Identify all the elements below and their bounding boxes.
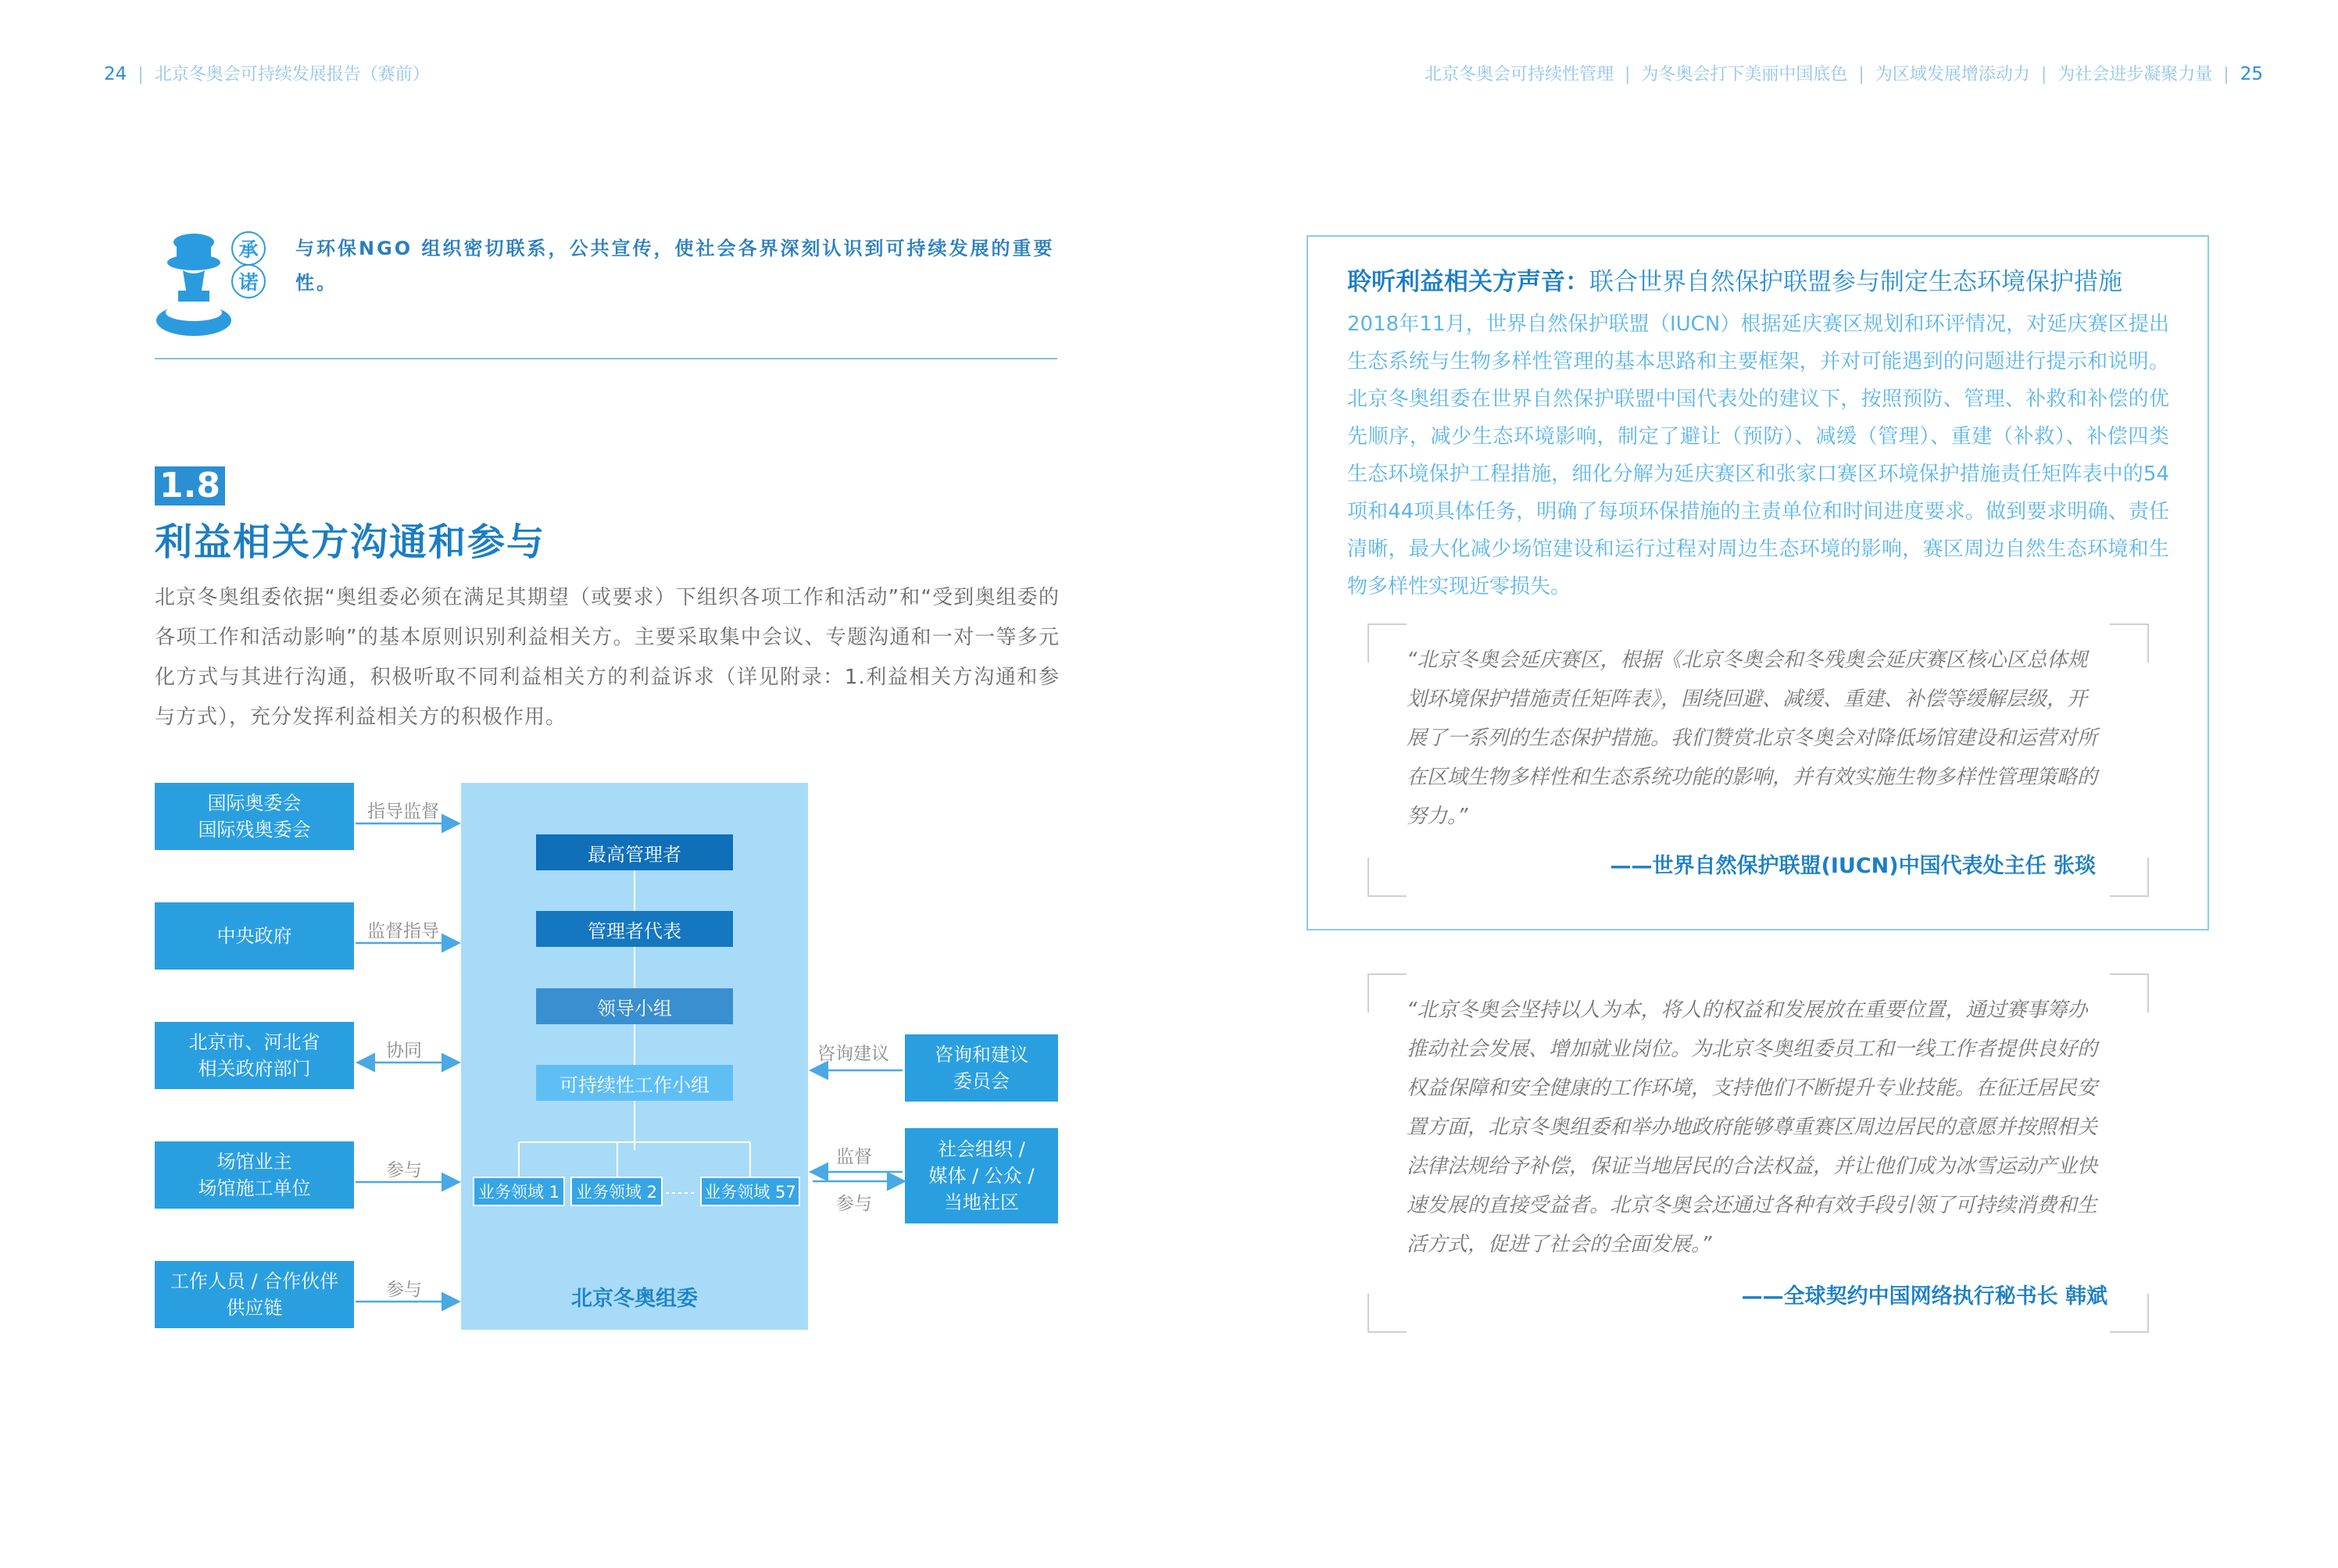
box-line: 相关政府部门 <box>198 1058 311 1080</box>
quote-bracket <box>2110 623 2149 663</box>
box-line: 委员会 <box>953 1070 1010 1092</box>
box-line: 媒体 / 公众 / <box>928 1165 1035 1187</box>
promise-text: 与环保NGO 组织密切联系，公共宣传，使社会各界深刻认识到可持续发展的重要性。 <box>295 238 1055 294</box>
nav-link-management[interactable]: 北京冬奥会可持续性管理 <box>1424 65 1614 84</box>
promise-badge-top: 承 <box>231 231 266 266</box>
quote-bracket <box>2110 973 2149 1013</box>
arrow-label-supervise: 监督 <box>836 1147 872 1167</box>
header-divider: | <box>138 65 144 84</box>
panel-title-rest: 联合世界自然保护联盟参与制定生态环境保护措施 <box>1589 268 2122 296</box>
quote-bracket <box>2110 1294 2149 1333</box>
report-title: 北京冬奥会可持续发展报告（赛前） <box>154 65 430 84</box>
box-line: 咨询和建议 <box>935 1044 1028 1066</box>
box-top-manager: 最高管理者 <box>536 834 733 870</box>
panel-body: 2018年11月，世界自然保护联盟（IUCN）根据延庆赛区规划和环评情况，对延庆赛区提出生态系统与生物多样性管理的基本思路和主要框架，并对可能遇到的问题进行提示和说明。北京冬奥组委在世界自然保护联盟中国代表处的建议下，按照预防、管理、补救和补偿的优先顺序，减少生态环境影响，制定了避让（预防）、减缓（管理）、重建（补救）、补偿四类生态环境保护工程措施，细化分解为延庆赛区和张家口赛区环境保护措施责任矩阵表中的54项和44项具体任务，明确了每项环保措施的主责单位和时间进度要求。做到要求明确、责任清晰，最大化减少场馆建设和运行过程对周边生态环境的影响，赛区周边自然生态环境和生物多样性实现近零损失。 <box>1347 313 2169 598</box>
header-divider: | <box>1858 65 1864 84</box>
arrow-label-coordinate: 协同 <box>386 1041 422 1061</box>
arrow-label-participate: 参与 <box>386 1160 422 1180</box>
nav-link-environment[interactable]: 为冬奥会打下美丽中国底色 <box>1641 65 1848 84</box>
header-divider: | <box>2040 65 2047 84</box>
quote-bracket <box>2110 858 2149 897</box>
box-line: 工作人员 / 合作伙伴 <box>170 1270 339 1292</box>
nav-link-region[interactable]: 为区域发展增添动力 <box>1875 65 2030 84</box>
box-line: 国际奥委会 <box>207 792 302 814</box>
box-line: 国际残奥委会 <box>198 819 311 841</box>
section-body: 北京冬奥组委依据“奥组委必须在满足其期望（或要求）下组织各项工作和活动”和“受到奥组委的各项工作和活动影响”的基本原则识别利益相关方。主要采取集中会议、专题沟通和一对一等多元化方式与其进行沟通，积极听取不同利益相关方的利益诉求（详见附录：1.利益相关方沟通和参与方式），充分发挥利益相关方的积极作用。 <box>155 586 1060 729</box>
box-line: 社会组织 / <box>938 1138 1025 1160</box>
quote-iucn-source: ——世界自然保护联盟(IUCN)中国代表处主任 张琰 <box>1610 854 2096 878</box>
box-leading-group: 领导小组 <box>536 988 733 1024</box>
panel-title-bold: 聆听利益相关方声音： <box>1347 268 1589 296</box>
arrow-label-participate: 参与 <box>386 1280 422 1300</box>
box-line: 北京市、河北省 <box>188 1031 320 1053</box>
box-business-area-1: 业务领域 1 <box>473 1177 565 1206</box>
box-sustainability-group: 可持续性工作小组 <box>536 1065 733 1101</box>
box-business-area-2: 业务领域 2 <box>570 1177 663 1206</box>
box-line: 供应链 <box>226 1297 283 1319</box>
arrow-label-supervise-guide: 监督指导 <box>367 921 439 941</box>
page-number-left: 24 <box>104 64 127 84</box>
header-divider: | <box>2223 65 2229 84</box>
quote-bracket <box>1367 973 1407 1013</box>
box-line: 中央政府 <box>216 925 292 947</box>
box-line: 当地社区 <box>944 1191 1019 1213</box>
section-title: 利益相关方沟通和参与 <box>155 520 546 564</box>
nav-link-society[interactable]: 为社会进步凝聚力量 <box>2057 65 2213 84</box>
quote-iucn: “北京冬奥会延庆赛区，根据《北京冬奥会和冬残奥会延庆赛区核心区总体规划环境保护措施责任矩阵表》，围绕回避、减缓、重建、补偿等缓解层级，开展了一系列的生态保护措施。我们赞赏北京冬奥会对降低场馆建设和运营对所在区域生物多样性和生态系统功能的影响，并有效实施生物多样性管理策略的努力。” <box>1407 648 2098 828</box>
quote-bracket <box>1367 623 1407 663</box>
box-line: 场馆施工单位 <box>198 1177 311 1199</box>
quote-bracket <box>1367 858 1407 897</box>
quote-bracket <box>1367 1294 1407 1333</box>
quote-global-compact: “北京冬奥会坚持以人为本，将人的权益和发展放在重要位置，通过赛事筹办推动社会发展、增加就业岗位。为北京冬奥组委员工和一线工作者提供良好的权益保障和安全健康的工作环境，支持他们不断提升专业技能。在征迁居民安置方面，北京冬奥组委和举办地政府能够尊重赛区周边居民的意愿并按照相关法律法规给予补偿，保证当地居民的合法权益，并让他们成为冰雪运动产业快速发展的直接受益者。北京冬奥会还通过各种有效手段引领了可持续消费和生活方式，促进了社会的全面发展。” <box>1407 998 2098 1256</box>
quote-global-compact-source: ——全球契约中国网络执行秘书长 韩斌 <box>1741 1284 2107 1309</box>
core-organization-label: 北京冬奥组委 <box>571 1287 698 1311</box>
page-number-right: 25 <box>2240 64 2263 84</box>
arrow-label-consult: 咨询建议 <box>817 1044 889 1064</box>
box-business-area-57: 业务领域 57 <box>700 1177 800 1206</box>
box-manager-representative: 管理者代表 <box>536 911 733 947</box>
arrow-label-participate: 参与 <box>836 1194 872 1214</box>
box-line: 场馆业主 <box>216 1151 292 1173</box>
section-number: 1.8 <box>155 466 225 505</box>
header-divider: | <box>1624 65 1631 84</box>
promise-badge-bottom: 诺 <box>231 264 266 298</box>
panel-title <box>1347 262 2122 297</box>
arrow-label-guide-supervise: 指导监督 <box>367 802 439 822</box>
